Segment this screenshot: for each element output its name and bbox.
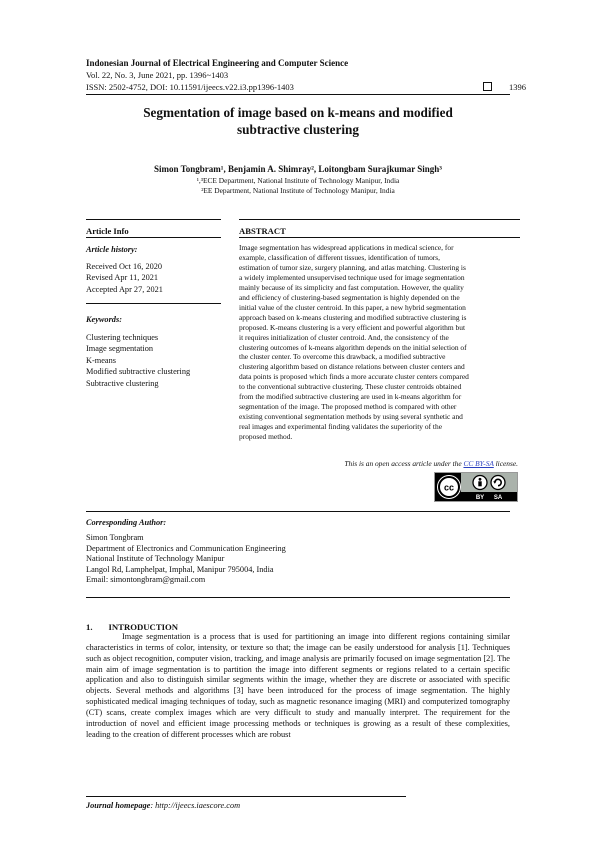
abstract-line: estimation of tumor size, surgery planning, and atlas matching. Clustering is: [239, 262, 466, 272]
cc-by-sa-badge[interactable]: [434, 472, 518, 502]
corresponding-line: Department of Electronics and Communication Engineering: [86, 543, 286, 553]
abstract-line: mainly because of its simplicity and fast computation. However, the quality: [239, 282, 464, 292]
keywords-heading: Keywords:: [86, 315, 122, 324]
abstract-line: a widely implemented unsupervised technique used for image segmentation: [239, 272, 465, 282]
affiliation-2: ²EE Department, National Institute of Technology Manipur, India: [201, 186, 395, 195]
abstract-line: proposed. K-means clustering is a very efficient and powerful algorithm but: [239, 322, 466, 332]
open-access-suffix: license.: [493, 459, 518, 468]
affiliation-1: ¹,³ECE Department, National Institute of Technology Manipur, India: [196, 176, 400, 185]
abstract-line: existing conventional segmentation methods by using several synthetic and: [239, 412, 463, 422]
corresponding-line: Simon Tongbram: [86, 533, 144, 542]
abstract-line: it requires initialization of cluster centroid. And, the consistency of the: [239, 332, 449, 342]
keyword-item: Subtractive clustering: [86, 378, 159, 388]
title-line-2: subtractive clustering: [237, 122, 359, 137]
abstract-line: to the conventional subtractive clustering. These cluster centroids obtained: [239, 382, 462, 392]
corresponding-author-heading: Corresponding Author:: [86, 518, 167, 527]
abstract-heading: ABSTRACT: [239, 226, 286, 236]
cc-by-sa-link[interactable]: CC BY-SA: [463, 459, 494, 468]
introduction-paragraph: Image segmentation is a process that is used for partitioning an image into different regions containing similar characteristics in terms of color, intensity, or texture so that; the image can be easily understood for analysis [1]. Techniques such as object recognition, computer vision, tracking, and image analysis are primarily focused on image segmentation [2]. The main aim of image segmentation is to partition the image into different segments or regions related to a certain specific application and also to distinguish similar segments within the image, whether they are discrete or associated with specific objects. Several methods and algorithms [3] have been introduced for the process of image segmentation. The highly sophisticated medical imaging techniques of today, such as magnetic resonance imaging (MRI) and computerized tomography (CT) scans, create complex images which are very difficult to study and manually interpret. The requirement for the introduction of novel and efficient image processing methods or techniques is growing as a result of these complexities, leading to the creation of different processes which are robust: [86, 632, 510, 739]
keywords-list: [86, 332, 190, 389]
section-heading: [86, 622, 178, 632]
by-label: BY: [475, 495, 485, 501]
corresponding-author-details: [86, 533, 286, 586]
corresponding-line: National Institute of Technology Manipur: [86, 554, 225, 564]
footer-rule: [86, 796, 406, 797]
section-title: INTRODUCTION: [108, 622, 179, 632]
paper-title: [86, 104, 510, 138]
open-access-note: [239, 459, 518, 468]
abstract-top-rule: [239, 219, 520, 220]
article-info-top-rule: [86, 219, 221, 220]
article-history-heading: Article history:: [86, 245, 138, 254]
abstract-line: proposed method.: [239, 432, 293, 442]
journal-homepage-label: Journal homepage: [86, 801, 151, 810]
page-number: 1396: [509, 82, 526, 92]
journal-homepage: [86, 801, 240, 810]
abstract-line: the cluster center. To overcome this drawback, a modified subtractive: [239, 352, 446, 362]
received-date: Received Oct 16, 2020: [86, 262, 163, 271]
history-divider: [86, 303, 221, 304]
article-info-heading-rule: [86, 237, 221, 238]
abstract-bottom-rule: [86, 511, 510, 512]
abstract-heading-rule: [239, 237, 520, 238]
abstract-line: and efficiency of clustering-based segmentation is highly depended on the: [239, 292, 460, 302]
issn-doi-line: ISSN: 2502-4752, DOI: 10.11591/ijeecs.v22.i3.pp1396-1403: [86, 82, 294, 92]
abstract-line: real images and experimental finding validates the superiority of the: [239, 422, 443, 432]
corresponding-line: Langol Rd, Lamphelpat, Imphal, Manipur 795004, India: [86, 564, 274, 574]
author-list: Simon Tongbram¹, Benjamin A. Shimray², Loitongbam Surajkumar Singh³: [154, 164, 442, 174]
article-history: [86, 261, 163, 295]
open-access-prefix: This is an open access article under the: [344, 459, 464, 468]
sa-label: SA: [493, 495, 503, 501]
abstract-body: [239, 243, 520, 442]
keyword-item: K-means: [86, 355, 116, 365]
abstract-line: initial value of the cluster centroid. In this paper, a new hybrid segmentation: [239, 302, 466, 312]
introduction-body: [86, 632, 510, 740]
abstract-line: segmentation of the image. The proposed method is compared with other: [239, 402, 457, 412]
volume-line: Vol. 22, No. 3, June 2021, pp. 1396~1403: [86, 70, 229, 80]
journal-name: Indonesian Journal of Electrical Engineering and Computer Science: [86, 58, 349, 68]
revised-date: Revised Apr 11, 2021: [86, 273, 159, 283]
abstract-line: Image segmentation has widespread applications in medical science, for: [239, 243, 454, 252]
square-icon: [483, 82, 492, 91]
title-line-1: Segmentation of image based on k-means and modified: [143, 105, 453, 120]
abstract-line: example, classification of different tissues, identification of tumors,: [239, 252, 441, 262]
keyword-item: Image segmentation: [86, 344, 154, 354]
accepted-date: Accepted Apr 27, 2021: [86, 284, 163, 294]
section-number: 1.: [86, 622, 93, 632]
journal-homepage-url[interactable]: : http://ijeecs.iaescore.com: [150, 801, 241, 810]
keyword-item: Modified subtractive clustering: [86, 367, 191, 377]
abstract-line: data points is proposed which finds a more accurate cluster centers compared: [239, 372, 469, 382]
abstract-line: approach based on k-means clustering and modified subtractive clustering is: [239, 312, 467, 322]
cc-mark-text: cc: [443, 482, 455, 493]
corresponding-bottom-rule: [86, 597, 510, 598]
header-divider: [86, 94, 510, 95]
cc-by-sa-logo-icon: [435, 473, 517, 501]
article-info-heading: Article Info: [86, 226, 129, 236]
abstract-line: from the modified subtractive clustering are used in k-means algorithm for: [239, 392, 462, 402]
keyword-item: Clustering techniques: [86, 333, 159, 342]
abstract-line: clustering outcomes of k-means algorithm depends on the initial selection of: [239, 342, 467, 352]
abstract-line: clustering algorithm based on distance relations between cluster centers and: [239, 362, 465, 372]
corresponding-email: Email: simontongbram@gmail.com: [86, 575, 206, 585]
